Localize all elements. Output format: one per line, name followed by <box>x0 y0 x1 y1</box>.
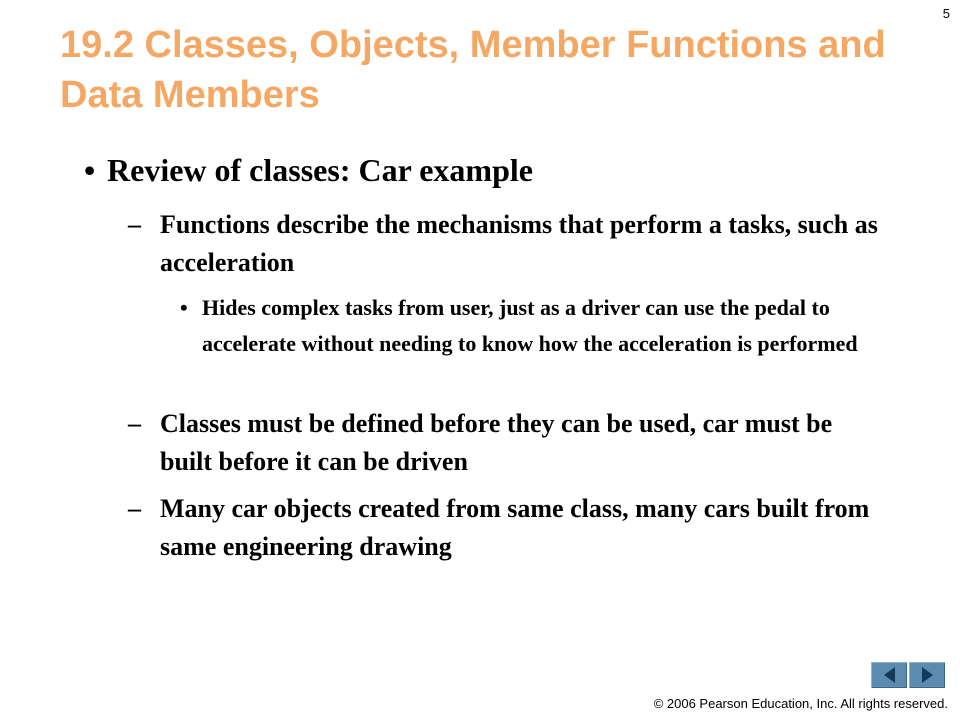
dash-symbol: – <box>128 494 141 523</box>
dash-symbol: – <box>128 409 141 438</box>
bullet-symbol: • <box>180 295 188 320</box>
triangle-right-icon <box>922 667 933 683</box>
bullet-text: Review of classes: Car example <box>107 152 533 188</box>
previous-slide-button[interactable] <box>871 662 907 688</box>
page-number: 5 <box>942 6 950 21</box>
dash-symbol: – <box>128 210 141 239</box>
sub-sub-bullet-text: Hides complex tasks from user, just as a driver can use the pedal to accelerate without needing to know how the acceleration is performed <box>202 295 858 356</box>
sub-bullet-text: Functions describe the mechanisms that perform a tasks, such as acceleration <box>160 210 878 277</box>
sub-bullet-text: Classes must be defined before they can be used, car must be built before it can be driven <box>160 409 833 476</box>
triangle-left-icon <box>884 667 895 683</box>
next-slide-button[interactable] <box>909 662 945 688</box>
copyright-notice: © 2006 Pearson Education, Inc. All rights reserved. <box>653 696 948 711</box>
sub-bullet-text: Many car objects created from same class, many cars built from same engineering drawing <box>160 494 870 561</box>
slide-title: 19.2 Classes, Objects, Member Functions and Data Members <box>60 24 886 116</box>
slide-navigation <box>871 662 947 688</box>
bullet-symbol: • <box>84 152 96 188</box>
